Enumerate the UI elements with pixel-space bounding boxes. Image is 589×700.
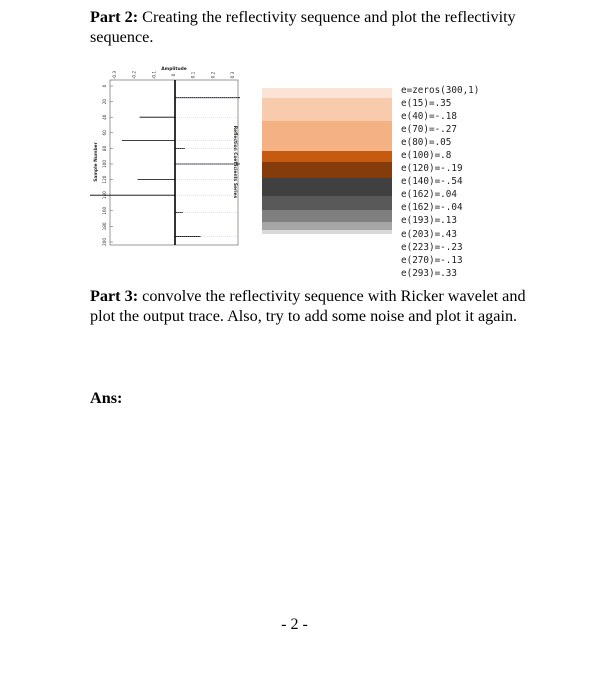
amplitude-tick-label: -0.1 — [151, 70, 157, 80]
part3-text: convolve the reflectivity sequence with Ricker wavelet and plot the output trace. Also, try to add some noise and plot it again. — [90, 287, 526, 325]
code-line: e(270)=-.13 — [401, 254, 463, 266]
sample-tick-label: 120 — [102, 175, 107, 184]
matlab-code-block — [401, 84, 479, 280]
sample-tick-label: 180 — [102, 222, 107, 231]
code-line: e(100)=.8 — [401, 150, 452, 162]
code-line: e(40)=-.18 — [401, 111, 457, 123]
code-line: e(223)=-.23 — [401, 241, 463, 253]
sample-tick-label: 200 — [102, 238, 107, 246]
code-line: e(140)=-.54 — [401, 176, 463, 188]
earth-layer — [262, 222, 392, 230]
code-line: e(203)=.43 — [401, 228, 457, 240]
page-number: - 2 - — [281, 616, 308, 633]
amplitude-axis-title: Amplitude — [161, 67, 187, 72]
earth-layer — [262, 196, 392, 210]
code-line: e(293)=.33 — [401, 267, 457, 279]
earth-layer — [262, 230, 392, 234]
plot-frame — [110, 80, 238, 245]
sample-tick-label: 20 — [102, 98, 107, 105]
part2-heading: Part 2: — [90, 8, 139, 26]
earth-layer — [262, 210, 392, 222]
sample-tick-label: 140 — [102, 191, 107, 200]
layered-earth-model — [262, 88, 392, 234]
code-line: e(120)=-.19 — [401, 163, 463, 175]
earth-layer — [262, 151, 392, 162]
code-line: e(162)=-.04 — [401, 202, 463, 214]
sample-tick-label: 160 — [102, 206, 107, 215]
code-line: e(193)=.13 — [401, 215, 457, 227]
amplitude-tick-label: 0.1 — [190, 71, 196, 79]
code-line: e(15)=.35 — [401, 98, 452, 110]
sample-tick-label: 40 — [102, 114, 107, 120]
code-line: e=zeros(300,1) — [401, 85, 480, 96]
earth-layer — [262, 162, 392, 178]
code-line: e(80)=.05 — [401, 137, 452, 149]
part2-text: Creating the reflectivity sequence and plot the reflectivity sequence. — [90, 8, 516, 46]
sample-axis-title: Sample Number — [94, 142, 99, 182]
amplitude-tick-label: -0.3 — [112, 70, 117, 80]
code-line: e(162)=.04 — [401, 189, 457, 201]
amplitude-tick-label: -0.2 — [131, 70, 137, 80]
answer-label: Ans: — [90, 389, 123, 407]
reflectivity-stem-plot — [90, 62, 240, 252]
earth-layer — [262, 98, 392, 121]
part2-paragraph — [90, 7, 530, 47]
sample-tick-label: 0 — [102, 84, 107, 88]
earth-layer — [262, 88, 392, 98]
sample-tick-label: 100 — [102, 160, 107, 168]
sample-tick-label: 60 — [102, 130, 107, 136]
amplitude-tick-label: 0 — [171, 73, 176, 77]
code-line: e(70)=-.27 — [401, 124, 457, 136]
sample-tick-label: 80 — [102, 145, 107, 152]
amplitude-tick-label: 0.3 — [230, 71, 235, 79]
earth-layer — [262, 121, 392, 151]
part3-heading: Part 3: — [90, 287, 139, 305]
reflection-coefficients-label: Reflection Coefficients Series — [232, 125, 237, 199]
part3-paragraph — [90, 286, 530, 326]
earth-layer — [262, 178, 392, 196]
amplitude-tick-label: 0.2 — [210, 71, 216, 79]
stem-plot-svg — [90, 62, 240, 252]
